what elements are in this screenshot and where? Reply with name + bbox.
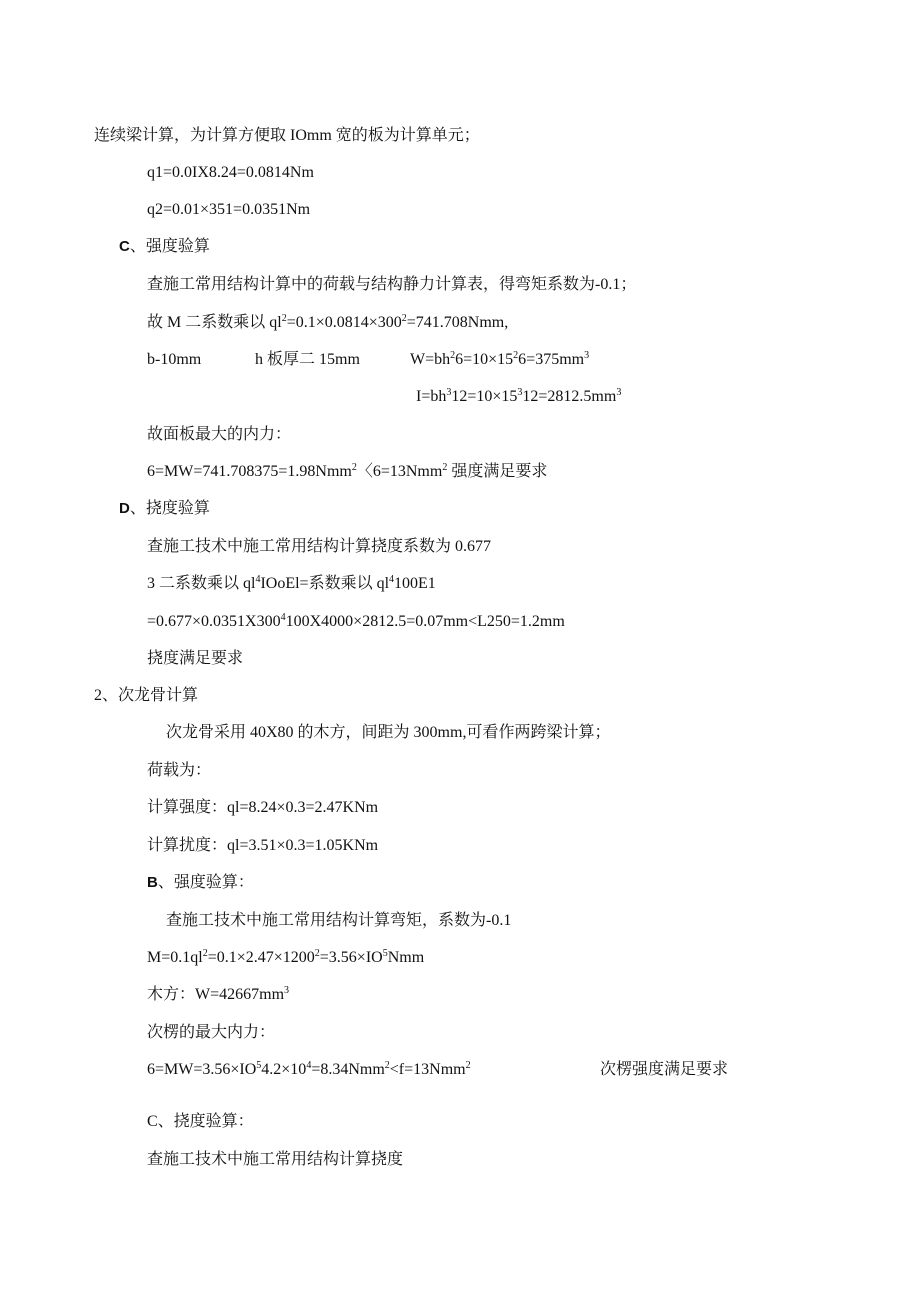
section-2-heading: 2、次龙骨计算 — [94, 687, 199, 704]
lookup-deflection-2: 查施工技术中施工常用结构计算挠度 — [147, 1151, 404, 1168]
superscript: 3 — [284, 985, 290, 996]
section-modulus-formula — [410, 350, 589, 370]
max-force-label-2: 次楞的最大内力： — [147, 1024, 276, 1041]
superscript: 2 — [442, 462, 448, 473]
text: 木方：W=42667mm — [147, 986, 285, 1003]
superscript: 2 — [384, 1060, 390, 1071]
superscript: 2 — [202, 948, 208, 959]
text: 6=MW=741.708375=1.98Nmm — [147, 463, 352, 480]
text: Nmm — [387, 949, 425, 966]
superscript: 2 — [314, 948, 320, 959]
wood-section-modulus — [147, 985, 289, 1005]
superscript: 4 — [389, 574, 395, 585]
text: =8.34Nmm — [311, 1061, 385, 1078]
superscript: 5 — [382, 948, 388, 959]
lookup-moment-line: 查施工技术中施工常用结构计算弯矩，系数为-0.1 — [166, 912, 512, 929]
moment-formula-2 — [147, 948, 424, 968]
q2-formula: q2=0.01×351=0.0351Nm — [147, 201, 311, 218]
section-2-intro: 次龙骨采用 40X80 的木方，间距为 300mm,可看作两跨梁计算； — [166, 724, 611, 741]
lookup-strength-line: 查施工常用结构计算中的荷载与结构静力计算表，得弯矩系数为-0.1； — [147, 276, 637, 293]
stress-formula — [147, 462, 547, 482]
section-letter: C — [119, 238, 130, 255]
inertia-formula — [416, 387, 621, 407]
superscript: 2 — [351, 462, 357, 473]
calc-strength-line: 计算强度：ql=8.24×0.3=2.47KNm — [147, 799, 379, 816]
superscript: 2 — [450, 350, 456, 361]
superscript: 3 — [616, 387, 622, 398]
stress-formula-2 — [147, 1060, 471, 1080]
text: =0.1×2.47×1200 — [207, 949, 315, 966]
text: M=0.1ql — [147, 949, 203, 966]
max-force-label: 故面板最大的内力： — [147, 426, 292, 443]
text: 故 M 二系数乘以 ql — [147, 314, 282, 331]
text: 6=375mm — [518, 351, 585, 368]
text: =3.56×IO — [319, 949, 383, 966]
section-c2-heading: C、挠度验算： — [147, 1113, 254, 1130]
moment-formula — [147, 313, 508, 333]
text: 6=10×15 — [455, 351, 514, 368]
deflection-calc — [147, 612, 565, 632]
text: =741.708Nmm, — [406, 314, 509, 331]
deflection-coef-line: 查施工技术中施工常用结构计算挠度系数为 0.677 — [147, 538, 492, 555]
text: 12=2812.5mm — [522, 388, 617, 405]
text: 〈6=13Nmm — [356, 463, 443, 480]
section-c-heading — [119, 237, 210, 257]
section-title: 、强度验算 — [129, 238, 210, 255]
text: =0.1×0.0814×300 — [286, 314, 402, 331]
superscript: 5 — [256, 1060, 262, 1071]
superscript: 4 — [255, 574, 261, 585]
text: 12=10×15 — [451, 388, 518, 405]
section-letter: B — [147, 874, 158, 891]
superscript: 4 — [280, 612, 286, 623]
text: 强度满足要求 — [447, 463, 548, 480]
section-b-heading — [147, 873, 254, 893]
text: W=bh — [410, 351, 451, 368]
superscript: 2 — [401, 313, 407, 324]
section-letter: D — [119, 500, 130, 517]
q1-formula: q1=0.0IX8.24=0.0814Nm — [147, 164, 314, 181]
superscript: 3 — [446, 387, 452, 398]
text: 100E1 — [394, 575, 436, 592]
superscript: 3 — [584, 350, 590, 361]
superscript: 2 — [513, 350, 519, 361]
text: 100X4000×2812.5=0.07mm<L250=1.2mm — [285, 613, 565, 630]
superscript: 2 — [281, 313, 287, 324]
load-label: 荷载为： — [147, 762, 212, 779]
stress-ok-2: 次楞强度满足要求 — [600, 1061, 729, 1078]
superscript: 3 — [517, 387, 523, 398]
text: 3 二系数乘以 ql — [147, 575, 256, 592]
text: I=bh — [416, 388, 447, 405]
section-title: 、强度验算： — [157, 874, 254, 891]
text: 4.2×10 — [261, 1061, 307, 1078]
text: <f=13Nmm — [389, 1061, 466, 1078]
dim-b: b-10mm — [147, 351, 202, 368]
calc-deflection-line: 计算扰度：ql=3.51×0.3=1.05KNm — [147, 837, 379, 854]
deflection-ok: 挠度满足要求 — [147, 650, 244, 667]
text: =0.677×0.0351X300 — [147, 613, 281, 630]
superscript: 2 — [465, 1060, 471, 1071]
section-d-heading — [119, 499, 210, 519]
section-title: 、挠度验算 — [129, 500, 210, 517]
deflection-formula — [147, 574, 436, 594]
intro-line: 连续梁计算，为计算方便取 IOmm 宽的板为计算单元； — [94, 127, 480, 144]
text: IOoEl=系数乘以 ql — [260, 575, 390, 592]
dim-h: h 板厚二 15mm — [255, 351, 360, 368]
superscript: 4 — [306, 1060, 312, 1071]
text: 6=MW=3.56×IO — [147, 1061, 257, 1078]
